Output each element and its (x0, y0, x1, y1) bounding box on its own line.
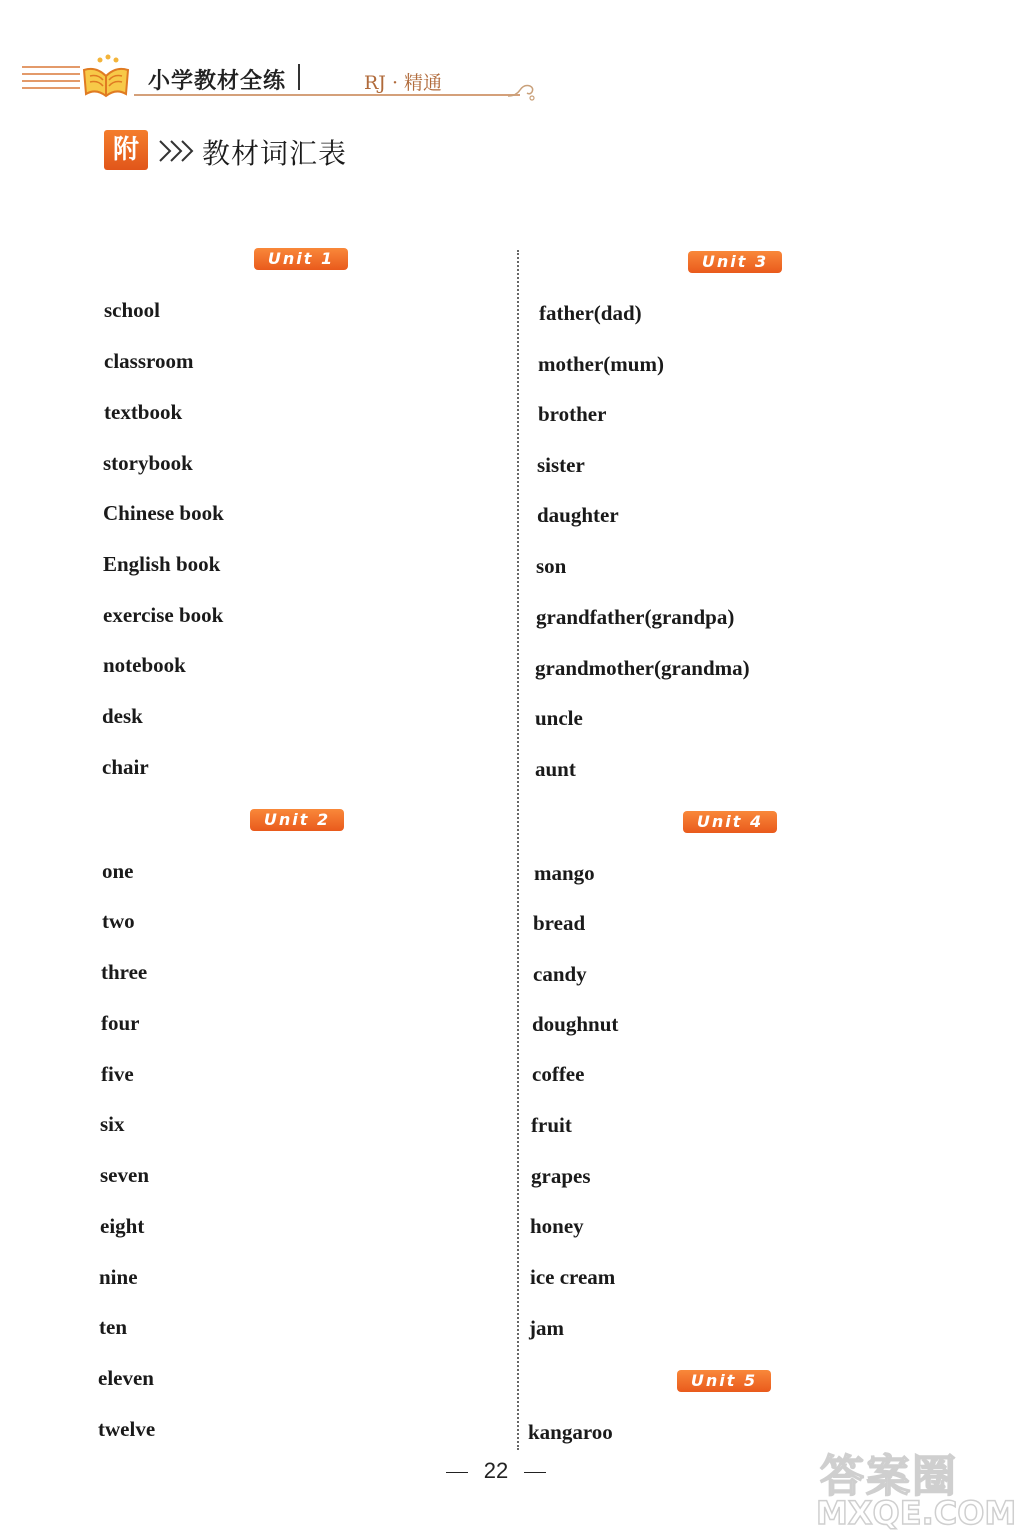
vocab-word: seven (100, 1163, 149, 1187)
vocab-word: storybook (103, 451, 193, 475)
vocab-word: coffee (532, 1062, 585, 1086)
edition-label: RJ · 精通 (364, 72, 443, 94)
page-number: 22 (483, 1458, 509, 1483)
vocab-word: twelve (98, 1417, 156, 1441)
swirl-ornament-icon (506, 78, 538, 102)
series-title: 小学教材全练 (148, 69, 287, 94)
vocab-word: mango (534, 861, 595, 885)
vocab-word: ice cream (530, 1265, 616, 1289)
unit-badge: Unit 3 (688, 251, 782, 273)
triple-chevron-icon (158, 136, 198, 166)
vocab-word: daughter (537, 503, 619, 527)
vocab-word: grapes (531, 1164, 591, 1188)
vocab-word: ten (99, 1315, 127, 1339)
vocab-word: uncle (535, 706, 583, 730)
vocab-word: desk (102, 704, 143, 728)
vocab-word: son (536, 554, 567, 578)
watermark (812, 1440, 1016, 1536)
watermark-sub: MXQE.COM (816, 1494, 1016, 1532)
vocab-word: textbook (104, 400, 183, 424)
vocab-word: classroom (104, 349, 194, 373)
vocab-word: six (100, 1112, 125, 1136)
page-title: 教材词汇表 (202, 137, 348, 170)
unit-badge: Unit 4 (683, 811, 777, 833)
page-header (0, 0, 992, 120)
vocab-word: nine (99, 1265, 138, 1289)
vocab-word: exercise book (103, 603, 224, 627)
unit-badge: Unit 1 (254, 248, 348, 270)
watermark-main: 答案圈 (820, 1451, 958, 1502)
column-divider (517, 250, 519, 1450)
vocab-word: four (101, 1011, 140, 1035)
header-stripes (22, 66, 80, 94)
vocab-word: notebook (103, 653, 186, 677)
appendix-badge: 附 (104, 130, 148, 170)
vocab-word: chair (102, 755, 149, 779)
vocab-word: candy (533, 962, 587, 986)
vocab-word: honey (530, 1214, 584, 1238)
vocab-word: grandfather(grandpa) (536, 605, 735, 629)
vocab-word: father(dad) (539, 301, 642, 325)
vocab-word: five (101, 1062, 134, 1086)
vocab-word: doughnut (532, 1012, 619, 1036)
open-book-icon (78, 52, 134, 102)
header-separator (298, 64, 300, 90)
vocab-word: Chinese book (103, 501, 224, 525)
vocab-word: aunt (535, 757, 576, 781)
vocab-word: three (101, 960, 148, 984)
vocab-word: one (102, 859, 134, 883)
vocab-word: eleven (98, 1366, 154, 1390)
unit-badge: Unit 2 (250, 809, 344, 831)
footer-dash (524, 1472, 546, 1473)
vocab-word: eight (100, 1214, 145, 1238)
footer-dash (446, 1472, 468, 1473)
vocab-word: school (104, 298, 161, 322)
vocab-word: sister (537, 453, 585, 477)
vocab-word: English book (103, 552, 221, 576)
vocab-word: bread (533, 911, 586, 935)
vocab-word: fruit (531, 1113, 572, 1137)
vocab-word: brother (538, 402, 607, 426)
vocab-word: mother(mum) (538, 352, 664, 376)
unit-badge: Unit 5 (677, 1370, 771, 1392)
vocab-word: two (102, 909, 135, 933)
vocab-word: kangaroo (528, 1420, 613, 1444)
header-underline (134, 94, 520, 96)
vocab-word: jam (529, 1316, 564, 1340)
vocab-word: grandmother(grandma) (535, 656, 750, 680)
